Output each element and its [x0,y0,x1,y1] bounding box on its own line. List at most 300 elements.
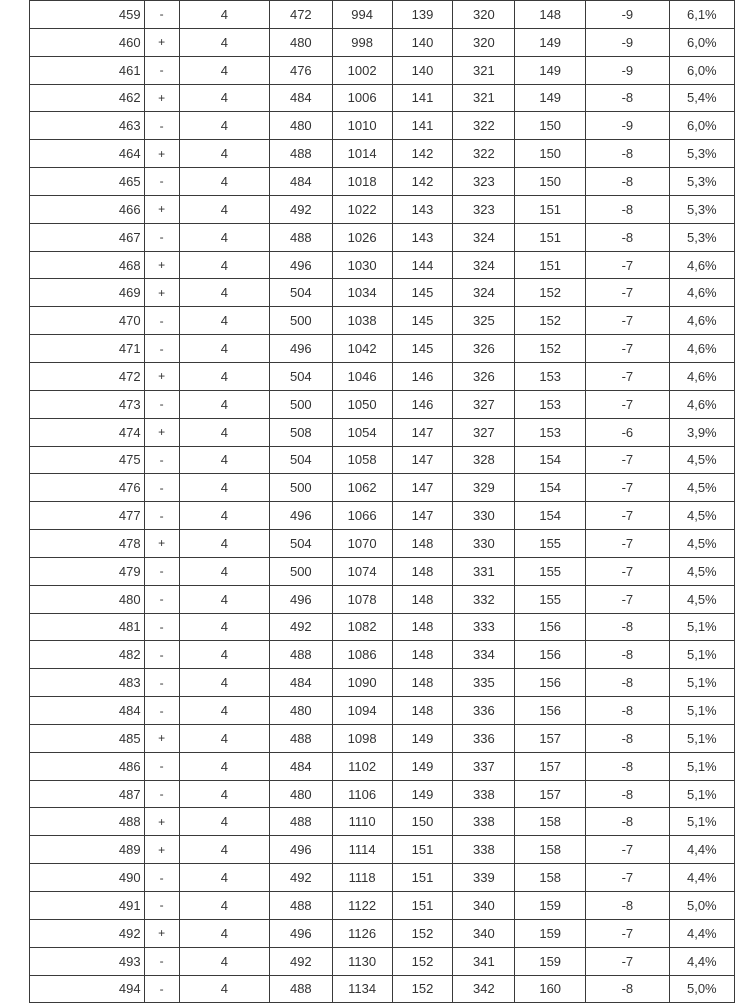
value-cell: 155 [515,530,586,558]
value-cell: 152 [392,919,453,947]
row-number-cell: 460 [30,28,145,56]
value-cell: 1106 [332,780,392,808]
value-cell: 148 [392,697,453,725]
difference-cell: -7 [586,836,669,864]
percent-cell: 4,5% [669,502,734,530]
value-cell: 4 [179,474,269,502]
sign-cell: - [144,390,179,418]
value-cell: 480 [269,28,332,56]
difference-cell: -7 [586,362,669,390]
percent-cell: 4,6% [669,390,734,418]
value-cell: 496 [269,502,332,530]
value-cell: 156 [515,697,586,725]
difference-cell: -7 [586,446,669,474]
value-cell: 1006 [332,84,392,112]
value-cell: 1102 [332,752,392,780]
value-cell: 4 [179,168,269,196]
row-number-cell: 475 [30,446,145,474]
percent-cell: 6,0% [669,56,734,84]
difference-cell: -9 [586,56,669,84]
difference-cell: -8 [586,641,669,669]
value-cell: 153 [515,390,586,418]
value-cell: 157 [515,752,586,780]
value-cell: 147 [392,474,453,502]
row-number-cell: 489 [30,836,145,864]
value-cell: 1062 [332,474,392,502]
value-cell: 152 [392,947,453,975]
sign-cell: - [144,56,179,84]
table-row [30,780,735,808]
value-cell: 504 [269,446,332,474]
sign-cell: + [144,84,179,112]
value-cell: 154 [515,446,586,474]
value-cell: 143 [392,195,453,223]
value-cell: 334 [453,641,515,669]
row-number-cell: 472 [30,362,145,390]
value-cell: 1122 [332,892,392,920]
value-cell: 4 [179,892,269,920]
value-cell: 151 [392,892,453,920]
value-cell: 149 [392,724,453,752]
value-cell: 340 [453,892,515,920]
percent-cell: 4,5% [669,474,734,502]
value-cell: 4 [179,446,269,474]
value-cell: 1054 [332,418,392,446]
row-number-cell: 493 [30,947,145,975]
table-row [30,112,735,140]
row-number-cell: 487 [30,780,145,808]
percent-cell: 4,6% [669,307,734,335]
difference-cell: -9 [586,1,669,29]
value-cell: 496 [269,836,332,864]
value-cell: 324 [453,251,515,279]
value-cell: 500 [269,474,332,502]
sign-cell: - [144,864,179,892]
row-number-cell: 480 [30,585,145,613]
value-cell: 4 [179,362,269,390]
value-cell: 480 [269,112,332,140]
value-cell: 151 [515,223,586,251]
percent-cell: 5,1% [669,641,734,669]
value-cell: 1058 [332,446,392,474]
value-cell: 488 [269,223,332,251]
value-cell: 492 [269,947,332,975]
percent-cell: 4,5% [669,446,734,474]
value-cell: 4 [179,975,269,1003]
value-cell: 484 [269,84,332,112]
value-cell: 156 [515,641,586,669]
table-row [30,864,735,892]
value-cell: 154 [515,502,586,530]
sign-cell: - [144,641,179,669]
sign-cell: - [144,112,179,140]
value-cell: 4 [179,613,269,641]
table-row [30,279,735,307]
sign-cell: - [144,669,179,697]
value-cell: 151 [392,864,453,892]
value-cell: 322 [453,140,515,168]
value-cell: 142 [392,168,453,196]
value-cell: 1014 [332,140,392,168]
value-cell: 148 [392,530,453,558]
value-cell: 504 [269,279,332,307]
table-row [30,307,735,335]
percent-cell: 5,1% [669,697,734,725]
value-cell: 323 [453,168,515,196]
value-cell: 1134 [332,975,392,1003]
difference-cell: -7 [586,279,669,307]
table-row [30,697,735,725]
table-row [30,335,735,363]
value-cell: 337 [453,752,515,780]
value-cell: 4 [179,335,269,363]
difference-cell: -7 [586,919,669,947]
table-row [30,168,735,196]
data-table [29,0,735,1003]
value-cell: 325 [453,307,515,335]
value-cell: 339 [453,864,515,892]
table-row [30,1,735,29]
value-cell: 1042 [332,335,392,363]
sign-cell: - [144,613,179,641]
value-cell: 149 [515,28,586,56]
row-number-cell: 490 [30,864,145,892]
value-cell: 336 [453,724,515,752]
table-row [30,223,735,251]
percent-cell: 5,0% [669,975,734,1003]
difference-cell: -7 [586,474,669,502]
sign-cell: + [144,195,179,223]
value-cell: 994 [332,1,392,29]
value-cell: 340 [453,919,515,947]
value-cell: 4 [179,418,269,446]
row-number-cell: 488 [30,808,145,836]
value-cell: 484 [269,669,332,697]
sign-cell: - [144,892,179,920]
value-cell: 4 [179,1,269,29]
percent-cell: 4,5% [669,557,734,585]
value-cell: 484 [269,752,332,780]
value-cell: 488 [269,724,332,752]
value-cell: 496 [269,335,332,363]
percent-cell: 5,1% [669,669,734,697]
value-cell: 145 [392,279,453,307]
value-cell: 324 [453,279,515,307]
value-cell: 492 [269,613,332,641]
value-cell: 1010 [332,112,392,140]
value-cell: 4 [179,557,269,585]
percent-cell: 5,3% [669,140,734,168]
value-cell: 1126 [332,919,392,947]
value-cell: 158 [515,808,586,836]
difference-cell: -8 [586,669,669,697]
percent-cell: 4,4% [669,864,734,892]
table-row [30,362,735,390]
value-cell: 480 [269,780,332,808]
row-number-cell: 464 [30,140,145,168]
percent-cell: 6,1% [669,1,734,29]
value-cell: 148 [392,613,453,641]
value-cell: 4 [179,864,269,892]
row-number-cell: 492 [30,919,145,947]
value-cell: 152 [515,307,586,335]
value-cell: 157 [515,724,586,752]
table-row [30,947,735,975]
row-number-cell: 485 [30,724,145,752]
row-number-cell: 494 [30,975,145,1003]
value-cell: 143 [392,223,453,251]
row-number-cell: 468 [30,251,145,279]
row-number-cell: 465 [30,168,145,196]
value-cell: 157 [515,780,586,808]
value-cell: 144 [392,251,453,279]
value-cell: 322 [453,112,515,140]
value-cell: 338 [453,808,515,836]
difference-cell: -7 [586,335,669,363]
value-cell: 147 [392,502,453,530]
value-cell: 4 [179,947,269,975]
sign-cell: + [144,279,179,307]
value-cell: 148 [392,557,453,585]
value-cell: 496 [269,585,332,613]
value-cell: 155 [515,585,586,613]
difference-cell: -7 [586,864,669,892]
value-cell: 140 [392,56,453,84]
percent-cell: 5,1% [669,752,734,780]
value-cell: 508 [269,418,332,446]
table-row [30,975,735,1003]
value-cell: 150 [515,168,586,196]
table-row [30,195,735,223]
value-cell: 1090 [332,669,392,697]
row-number-cell: 459 [30,1,145,29]
value-cell: 329 [453,474,515,502]
value-cell: 488 [269,140,332,168]
sign-cell: + [144,530,179,558]
value-cell: 1070 [332,530,392,558]
value-cell: 488 [269,808,332,836]
sign-cell: - [144,446,179,474]
table-row [30,418,735,446]
value-cell: 484 [269,168,332,196]
value-cell: 476 [269,56,332,84]
row-number-cell: 470 [30,307,145,335]
value-cell: 142 [392,140,453,168]
value-cell: 155 [515,557,586,585]
value-cell: 150 [515,112,586,140]
row-number-cell: 474 [30,418,145,446]
sign-cell: - [144,168,179,196]
sign-cell: - [144,780,179,808]
value-cell: 1118 [332,864,392,892]
value-cell: 480 [269,697,332,725]
percent-cell: 5,1% [669,808,734,836]
value-cell: 4 [179,530,269,558]
percent-cell: 5,0% [669,892,734,920]
row-number-cell: 491 [30,892,145,920]
percent-cell: 3,9% [669,418,734,446]
difference-cell: -8 [586,697,669,725]
table-row [30,390,735,418]
row-number-cell: 484 [30,697,145,725]
percent-cell: 4,5% [669,585,734,613]
row-number-cell: 478 [30,530,145,558]
value-cell: 148 [392,585,453,613]
value-cell: 332 [453,585,515,613]
value-cell: 321 [453,56,515,84]
difference-cell: -8 [586,724,669,752]
difference-cell: -7 [586,307,669,335]
value-cell: 1034 [332,279,392,307]
difference-cell: -8 [586,808,669,836]
sign-cell: - [144,335,179,363]
sign-cell: - [144,975,179,1003]
row-number-cell: 486 [30,752,145,780]
value-cell: 4 [179,223,269,251]
value-cell: 1050 [332,390,392,418]
value-cell: 327 [453,418,515,446]
value-cell: 148 [392,641,453,669]
value-cell: 1130 [332,947,392,975]
difference-cell: -7 [586,947,669,975]
difference-cell: -8 [586,140,669,168]
value-cell: 492 [269,864,332,892]
row-number-cell: 483 [30,669,145,697]
table-row [30,808,735,836]
value-cell: 4 [179,251,269,279]
difference-cell: -8 [586,195,669,223]
sign-cell: - [144,223,179,251]
value-cell: 1110 [332,808,392,836]
percent-cell: 5,4% [669,84,734,112]
value-cell: 149 [392,752,453,780]
value-cell: 1026 [332,223,392,251]
row-number-cell: 473 [30,390,145,418]
difference-cell: -9 [586,112,669,140]
value-cell: 149 [392,780,453,808]
value-cell: 324 [453,223,515,251]
value-cell: 4 [179,585,269,613]
value-cell: 4 [179,390,269,418]
value-cell: 151 [515,195,586,223]
table-row [30,84,735,112]
percent-cell: 5,1% [669,780,734,808]
table-row [30,251,735,279]
row-number-cell: 481 [30,613,145,641]
value-cell: 156 [515,613,586,641]
sign-cell: + [144,140,179,168]
value-cell: 500 [269,390,332,418]
table-row [30,892,735,920]
value-cell: 1082 [332,613,392,641]
value-cell: 159 [515,947,586,975]
value-cell: 326 [453,362,515,390]
row-number-cell: 469 [30,279,145,307]
value-cell: 159 [515,892,586,920]
value-cell: 1094 [332,697,392,725]
value-cell: 321 [453,84,515,112]
table-row [30,502,735,530]
difference-cell: -9 [586,28,669,56]
value-cell: 147 [392,446,453,474]
row-number-cell: 462 [30,84,145,112]
sign-cell: + [144,724,179,752]
value-cell: 1066 [332,502,392,530]
percent-cell: 5,3% [669,168,734,196]
percent-cell: 6,0% [669,28,734,56]
value-cell: 145 [392,307,453,335]
percent-cell: 4,6% [669,335,734,363]
value-cell: 998 [332,28,392,56]
row-number-cell: 482 [30,641,145,669]
percent-cell: 4,6% [669,279,734,307]
sign-cell: - [144,474,179,502]
value-cell: 4 [179,724,269,752]
table-row [30,724,735,752]
value-cell: 4 [179,140,269,168]
sign-cell: + [144,808,179,836]
value-cell: 153 [515,362,586,390]
difference-cell: -7 [586,530,669,558]
percent-cell: 4,4% [669,836,734,864]
value-cell: 331 [453,557,515,585]
table-row [30,557,735,585]
difference-cell: -7 [586,390,669,418]
value-cell: 140 [392,28,453,56]
value-cell: 146 [392,390,453,418]
value-cell: 4 [179,112,269,140]
value-cell: 1114 [332,836,392,864]
value-cell: 488 [269,892,332,920]
value-cell: 492 [269,195,332,223]
row-number-cell: 466 [30,195,145,223]
value-cell: 341 [453,947,515,975]
value-cell: 328 [453,446,515,474]
value-cell: 154 [515,474,586,502]
value-cell: 4 [179,56,269,84]
value-cell: 4 [179,780,269,808]
value-cell: 146 [392,362,453,390]
table-body [30,1,735,1003]
value-cell: 472 [269,1,332,29]
value-cell: 150 [515,140,586,168]
value-cell: 1078 [332,585,392,613]
table-row [30,56,735,84]
sign-cell: + [144,28,179,56]
percent-cell: 5,1% [669,613,734,641]
value-cell: 156 [515,669,586,697]
row-number-cell: 467 [30,223,145,251]
value-cell: 159 [515,919,586,947]
value-cell: 335 [453,669,515,697]
difference-cell: -8 [586,892,669,920]
value-cell: 149 [515,84,586,112]
difference-cell: -6 [586,418,669,446]
table-row [30,585,735,613]
value-cell: 151 [515,251,586,279]
value-cell: 4 [179,195,269,223]
sign-cell: + [144,418,179,446]
value-cell: 148 [515,1,586,29]
value-cell: 141 [392,84,453,112]
value-cell: 145 [392,335,453,363]
value-cell: 1030 [332,251,392,279]
table-row [30,641,735,669]
table-row [30,669,735,697]
value-cell: 1074 [332,557,392,585]
row-number-cell: 471 [30,335,145,363]
percent-cell: 5,3% [669,223,734,251]
